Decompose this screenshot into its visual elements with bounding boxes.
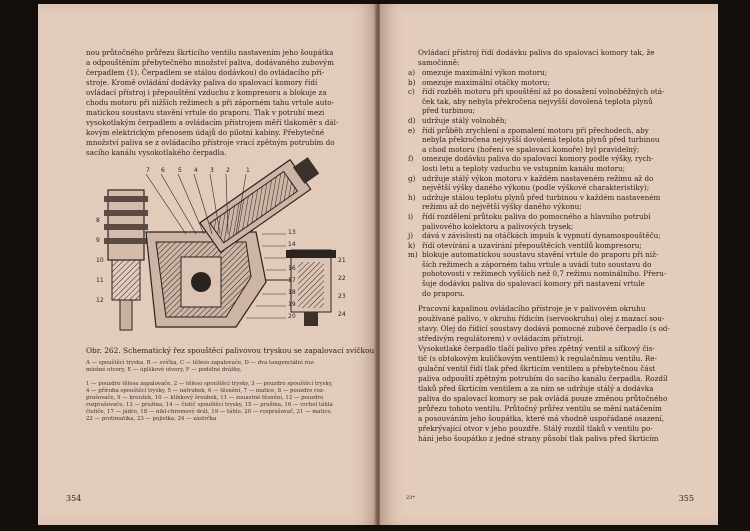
legend-line: rozprašovače, 13 — pružina, 14 — čistič spouštěcí trysky, 15 — pružina, 16 — vrchol táhla xyxy=(86,402,333,408)
left-intro-line: čerpadlem (1). Čerpadlem se stálou dodávkou) do ovládacího pří- xyxy=(86,68,325,77)
list-item-label: a) xyxy=(408,68,416,77)
figure-callout-number: 7 xyxy=(146,167,150,174)
list-item-text: udržuje stálý výkon motoru v každém nastaveném režimu až do největší výšky daného výkonu (podle výškové charakteristiky); xyxy=(422,173,654,193)
left-intro-line: a odpouštěním přebytečného množství paliva, dodávaného zubovým xyxy=(86,58,334,67)
legend-line: čističe, 17 — jádro, 18 — nikl-chromový drát, 19 — táhlo, 20 — rozprašovač, 21 — matice, xyxy=(86,409,333,415)
list-item xyxy=(408,68,706,78)
list-item xyxy=(408,174,706,193)
left-intro-paragraph xyxy=(86,48,362,158)
list-item xyxy=(408,250,706,298)
para3-line: paliva odpouští zpětným potrubím do sacího kanálu čerpadla. Rozdíl xyxy=(418,374,668,384)
figure-callout-number: 11 xyxy=(96,277,104,284)
figure-callout-number: 9 xyxy=(96,237,100,244)
para3-line: gulační ventil řídí tlak před škrticím ventilem a přebytečnou část xyxy=(418,364,656,374)
list-item-label: e) xyxy=(408,125,416,135)
legend-line xyxy=(86,374,362,381)
legend-line: prašovače, 9 — kroužek, 10 — klínkový šroubek, 11 — zouastné těsnění, 12 — pouzdro xyxy=(86,395,324,401)
para3-line: překrývající otvor v jeho pouzdře. Stálý rozdíl tlaků v ventilu po- xyxy=(418,424,653,434)
figure-callout-number: 24 xyxy=(338,311,346,318)
legend-line: miešné otvory, E — úplškové otvory, F — podélné drážky, xyxy=(86,367,242,373)
figure-callout-number: 5 xyxy=(178,167,182,174)
left-intro-line: chodu motoru při nižších režimech a při záporném tahu vrtule auto- xyxy=(86,98,334,107)
left-page xyxy=(38,4,376,525)
list-item-label: i) xyxy=(408,211,414,221)
list-item-text: řídí rozběh motoru při spouštění až po dosažení volnoběžných otá- ček tak, aby nebyla překročena nejvyšší dovolená teplota plynů před turbinou; xyxy=(422,87,665,116)
left-intro-line: množství paliva se z ovládacího přístroje vrací zpětným potrubím do xyxy=(86,138,335,147)
right-intro-paragraph xyxy=(408,48,706,68)
list-item-text: blokuje automatickou soustavu stavění vrtule do praporu při niž- ších režimech a záporném tahu vrtule a uvádí tuto soustavu do pohotovosti v režimech vyšších než 0,7 režimu nominálního. Přeru- šuje dodávku paliva do spalovací komory při nastavení vrtule do praporu. xyxy=(422,250,667,298)
list-item-text: řídí otevírání a uzavírání přepouštěcích ventilů kompresoru; xyxy=(422,240,642,250)
list-item-text: udržuje stálou teplotu plynů před turbinou v každém nastaveném režimu až do největší výšky daného výkonu; xyxy=(422,192,661,212)
right-page xyxy=(380,4,718,525)
figure-callout-number: 1 xyxy=(246,167,250,174)
book-spread xyxy=(38,4,718,525)
list-item-text: omezuje maximální výkon motoru; xyxy=(422,68,548,77)
figure-callout-number: 22 xyxy=(338,275,346,282)
spark-plug-shape xyxy=(104,190,148,330)
angled-nozzle-shape xyxy=(200,151,324,253)
left-intro-line: vysokotlakým čerpadlem a ovládacím přístrojem měří tlakoměr s dál- xyxy=(86,118,339,127)
right-intro-line: samočinně: xyxy=(418,58,460,67)
list-item xyxy=(408,231,706,241)
list-item-text: dává v závislosti na otáčkách impuls k vypnutí dynamospouštěču; xyxy=(422,231,661,241)
figure-callout-number: 8 xyxy=(96,217,100,224)
list-item xyxy=(408,241,706,251)
figure-callout-number: 6 xyxy=(161,167,165,174)
list-item-text: řídí průběh zrychlení a zpomalení motoru při přechodech, aby nebyla překročena nejvyšší dovolená teplota plynů před turbinou a chod motoru (hoření ve spalovací komoře) byl pravidelný; xyxy=(422,125,660,154)
legend-line: A — spouštěcí tryska, B — svíčka, C — těleso zapalovače, D — dva tangenciální roz- xyxy=(86,360,316,366)
list-item xyxy=(408,212,706,231)
para3-line: tlaků před škrticím ventilem a za ním se udržuje stálý a dodávka xyxy=(418,384,654,394)
list-item xyxy=(408,193,706,212)
list-item-label: g) xyxy=(408,173,416,183)
para3-line: Vysokotlaké čerpadlo tlačí palivo přes zpětný ventil a síťkový čis- xyxy=(418,344,655,354)
figure-262 xyxy=(86,162,366,340)
legend-line: 4 — příruba spouštěcí trysky, 5 — nátrubek, 6 — těsnění, 7 — matice, 8 — pouzdro roz- xyxy=(86,388,325,394)
signature-mark: 23* xyxy=(406,495,415,501)
figure-callout-number: 14 xyxy=(288,241,296,248)
list-item-label: c) xyxy=(408,87,415,97)
left-intro-line: nou průtočného průřezu škrticího ventilu nastavením jeho šoupátka xyxy=(86,48,334,57)
nozzle-cross-section-drawing xyxy=(86,162,366,340)
left-intro-line: sacího kanálu vysokotlakého čerpadla. xyxy=(86,148,227,157)
para3-line: paliva do spalovací komory se pak ovládá pouze změnou průtočného xyxy=(418,394,668,404)
cleaner-detail-shape xyxy=(266,250,336,326)
left-intro-line: kovým elektrickým přenosem údajů do pilotní kabiny. Přebytečné xyxy=(86,128,325,137)
caption-line: Obr. 262. Schematický řez spouštěcí palivovou tryskou se zapalovací svíčkou xyxy=(86,346,375,355)
legend-line: 1 — pouzdro tělesa zapalovače, 2 — těleso spouštěcí trysky, 3 — pouzdro spouštěcí trysky, xyxy=(86,381,333,387)
figure-callout-number: 15 xyxy=(288,253,296,260)
figure-callout-number: 12 xyxy=(96,297,104,304)
function-list xyxy=(408,68,706,298)
left-intro-line: matickou soustavu stavění vrtule do praporu. Tlak v potrubí mezi xyxy=(86,108,325,117)
list-item-label: h) xyxy=(408,192,416,202)
para3-line: průřezu tohoto ventilu. Průtočný průřez ventilu se mění natáčením xyxy=(418,404,662,414)
list-item xyxy=(408,78,706,88)
para2-line: používané palivo, v okruhu řídicím (servookruhu) olej z mazací sou- xyxy=(418,314,665,324)
list-item-label: j) xyxy=(408,231,414,241)
list-item-label: k) xyxy=(408,240,416,250)
right-intro-line: Ovládací přístroj řídí dodávku paliva do spalovací komory tak, že xyxy=(418,48,655,57)
figure-callout-number: 21 xyxy=(338,257,346,264)
figure-callout-number: 4 xyxy=(194,167,198,174)
list-item-label: f) xyxy=(408,154,414,164)
figure-callout-number: 18 xyxy=(288,289,296,296)
para3-line: hání jeho šoupátko z jedné strany působí tlak paliva před škrticím xyxy=(418,434,659,444)
para2-line: stavy. Olej do řídicí soustavy dodává pomocné zubové čerpadlo (s od- xyxy=(418,324,670,334)
para3-line: tič (s obtokovým kuličkovým ventilem) k regulačnímu ventilu. Re- xyxy=(418,354,657,364)
para2-line: středivým regulátorem) v ovládacím přístroji. xyxy=(418,334,584,344)
figure-legend xyxy=(86,360,362,423)
figure-callout-number: 2 xyxy=(226,167,230,174)
left-intro-line: stroje. Kromě ovládání dodávky paliva do spalovací komory řídí xyxy=(86,78,318,87)
igniter-body-shape xyxy=(146,232,266,327)
list-item-text: omezuje maximální otáčky motoru; xyxy=(422,77,550,87)
page-number-right: 355 xyxy=(678,494,694,503)
legend-line: 22 — protimatika, 23 — pojistka, 24 — zástrčka xyxy=(86,416,217,422)
left-intro-line: ovládací přístroj i přepouštění vzduchu z kompresoru a blokuje za xyxy=(86,88,327,97)
list-item xyxy=(408,126,706,155)
figure-callout-number: 17 xyxy=(288,277,296,284)
figure-caption xyxy=(86,346,375,356)
para2-line: Pracovní kapalinou ovládacího přístroje je v palivovém okruhu xyxy=(418,304,646,314)
para3-line: a posouváním jeho šoupátka, které má vhodně uspořádané osazení, xyxy=(418,414,665,424)
figure-callout-number: 13 xyxy=(288,229,296,236)
list-item-text: udržuje stálý volnoběh; xyxy=(422,115,507,125)
list-item xyxy=(408,116,706,126)
list-item-label: d) xyxy=(408,115,416,125)
working-fluid-paragraph xyxy=(408,304,706,344)
list-item xyxy=(408,87,706,116)
page-number-left: 354 xyxy=(66,494,82,503)
list-item-label: b) xyxy=(408,77,416,87)
list-item-text: omezuje dodávku paliva do spalovací komory podle výšky, rych- losti letu a teploty vzduchu ve vstupním kanálu motoru; xyxy=(422,154,654,173)
list-item-text: řídí rozdělení průtoku paliva do pomocného a hlavního potrubí palivového kolektoru a palivových trysek; xyxy=(422,211,651,231)
figure-callout-number: 20 xyxy=(288,313,296,320)
figure-callout-number: 23 xyxy=(338,293,346,300)
list-item-label: m) xyxy=(408,250,418,260)
figure-callout-number: 3 xyxy=(210,167,214,174)
figure-callout-number: 16 xyxy=(288,265,296,272)
figure-callout-number: 10 xyxy=(96,257,104,264)
figure-callout-number: 19 xyxy=(288,301,296,308)
list-item xyxy=(408,154,706,173)
high-pressure-pump-paragraph xyxy=(408,344,706,444)
